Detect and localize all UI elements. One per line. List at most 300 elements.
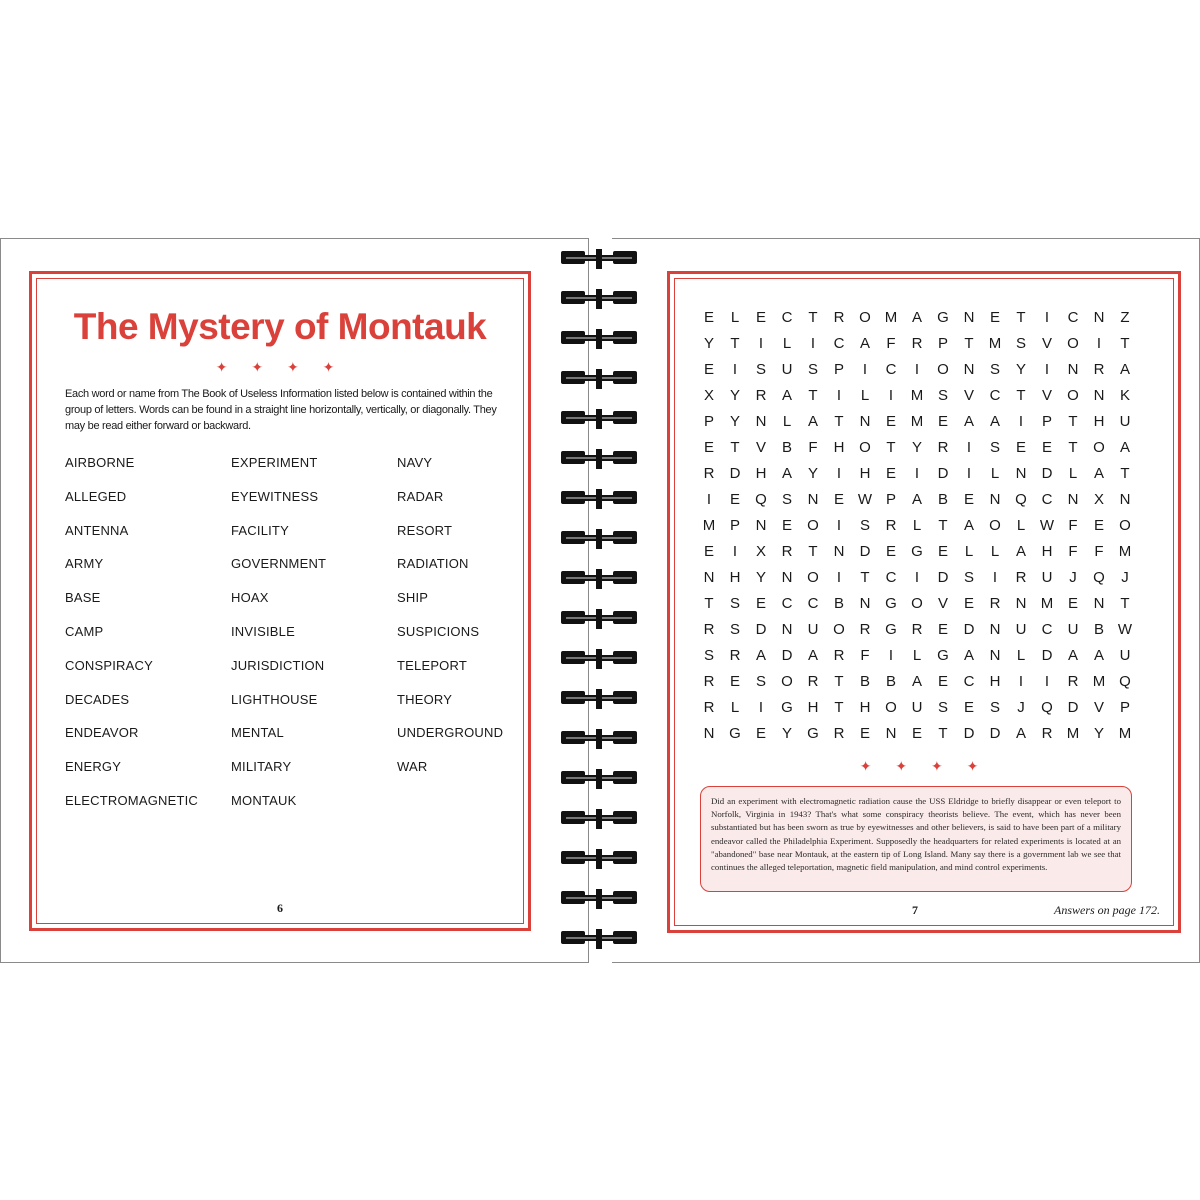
spiral-ring bbox=[560, 608, 638, 630]
grid-letter: T bbox=[1120, 334, 1130, 352]
grid-letter: A bbox=[911, 490, 922, 508]
grid-letter: M bbox=[1118, 542, 1132, 560]
grid-letter: S bbox=[781, 490, 792, 508]
grid-row bbox=[696, 616, 1156, 642]
grid-letter: I bbox=[862, 360, 868, 378]
grid-letter: I bbox=[1044, 360, 1050, 378]
grid-letter: N bbox=[859, 412, 871, 430]
grid-letter: E bbox=[937, 620, 948, 638]
grid-letter: M bbox=[910, 386, 924, 404]
grid-letter: A bbox=[963, 646, 974, 664]
grid-letter: Q bbox=[1093, 568, 1105, 586]
grid-letter: F bbox=[808, 438, 818, 456]
spiral-ring bbox=[560, 488, 638, 510]
grid-letter: Y bbox=[781, 724, 792, 742]
grid-letter: N bbox=[781, 620, 793, 638]
grid-letter: C bbox=[807, 594, 819, 612]
spiral-ring bbox=[560, 808, 638, 830]
grid-letter: N bbox=[885, 724, 897, 742]
grid-letter: T bbox=[730, 438, 740, 456]
grid-letter: B bbox=[859, 672, 870, 690]
grid-letter: A bbox=[807, 646, 818, 664]
grid-letter: E bbox=[911, 724, 922, 742]
grid-letter: R bbox=[807, 672, 819, 690]
word-list-item: RADAR bbox=[397, 488, 444, 504]
grid-letter: T bbox=[886, 438, 896, 456]
grid-letter: P bbox=[1041, 412, 1052, 430]
grid-letter: F bbox=[860, 646, 870, 664]
page-number: 6 bbox=[277, 901, 283, 915]
grid-letter: M bbox=[1040, 594, 1054, 612]
grid-letter: N bbox=[989, 620, 1001, 638]
grid-letter: K bbox=[1119, 386, 1130, 404]
grid-letter: G bbox=[885, 594, 897, 612]
grid-letter: S bbox=[989, 698, 1000, 716]
spiral-ring bbox=[560, 288, 638, 310]
grid-letter: V bbox=[1041, 334, 1052, 352]
grid-row bbox=[696, 434, 1156, 460]
word-list-item: INVISIBLE bbox=[231, 623, 295, 639]
grid-letter: O bbox=[911, 594, 923, 612]
grid-letter: M bbox=[1092, 672, 1106, 690]
grid-letter: O bbox=[937, 360, 949, 378]
grid-letter: V bbox=[1093, 698, 1104, 716]
page-number: 7 bbox=[912, 903, 918, 917]
grid-letter: C bbox=[885, 568, 897, 586]
grid-letter: R bbox=[1041, 724, 1053, 742]
grid-letter: Q bbox=[1119, 672, 1131, 690]
grid-letter: H bbox=[989, 672, 1001, 690]
grid-letter: D bbox=[963, 724, 975, 742]
grid-letter: O bbox=[807, 568, 819, 586]
grid-letter: U bbox=[1119, 412, 1131, 430]
grid-letter: E bbox=[1067, 594, 1078, 612]
grid-letter: D bbox=[755, 620, 767, 638]
star-divider: ✦ ✦ ✦ ✦ bbox=[859, 758, 989, 774]
grid-letter: H bbox=[859, 464, 871, 482]
grid-row bbox=[696, 382, 1156, 408]
grid-letter: I bbox=[1044, 672, 1050, 690]
spiral-ring bbox=[560, 248, 638, 270]
spiral-ring bbox=[560, 768, 638, 790]
grid-letter: D bbox=[859, 542, 871, 560]
word-list-item: CONSPIRACY bbox=[65, 657, 153, 673]
grid-letter: S bbox=[755, 672, 766, 690]
grid-letter: S bbox=[937, 386, 948, 404]
grid-letter: E bbox=[703, 308, 714, 326]
grid-letter: A bbox=[781, 464, 792, 482]
grid-letter: W bbox=[1117, 620, 1133, 638]
grid-letter: N bbox=[859, 594, 871, 612]
grid-letter: P bbox=[1119, 698, 1130, 716]
grid-letter: D bbox=[729, 464, 741, 482]
grid-letter: Y bbox=[729, 412, 740, 430]
grid-letter: C bbox=[781, 308, 793, 326]
grid-letter: T bbox=[938, 724, 948, 742]
right-page-border bbox=[667, 271, 1181, 933]
grid-letter: L bbox=[1068, 464, 1078, 482]
grid-letter: T bbox=[964, 334, 974, 352]
grid-letter: I bbox=[810, 334, 816, 352]
spiral-ring bbox=[560, 648, 638, 670]
grid-row bbox=[696, 720, 1156, 746]
grid-letter: Z bbox=[1120, 308, 1130, 326]
grid-letter: S bbox=[963, 568, 974, 586]
grid-letter: R bbox=[885, 516, 897, 534]
grid-letter: I bbox=[836, 386, 842, 404]
left-page bbox=[0, 238, 588, 963]
grid-letter: T bbox=[808, 542, 818, 560]
grid-letter: L bbox=[730, 698, 740, 716]
grid-letter: E bbox=[703, 360, 714, 378]
right-page bbox=[612, 238, 1200, 963]
grid-letter: I bbox=[1044, 308, 1050, 326]
word-list-item: ENERGY bbox=[65, 759, 122, 775]
grid-letter: N bbox=[989, 490, 1001, 508]
grid-letter: R bbox=[703, 698, 715, 716]
grid-row bbox=[696, 590, 1156, 616]
grid-letter: E bbox=[963, 490, 974, 508]
grid-letter: E bbox=[885, 464, 896, 482]
grid-letter: J bbox=[1017, 698, 1025, 716]
grid-letter: Y bbox=[755, 568, 766, 586]
grid-letter: A bbox=[1015, 542, 1026, 560]
grid-letter: U bbox=[1067, 620, 1079, 638]
grid-row bbox=[696, 668, 1156, 694]
grid-letter: J bbox=[1069, 568, 1077, 586]
spiral-ring bbox=[560, 928, 638, 950]
grid-letter: T bbox=[808, 386, 818, 404]
grid-letter: N bbox=[1093, 386, 1105, 404]
grid-letter: G bbox=[937, 308, 949, 326]
grid-letter: N bbox=[703, 724, 715, 742]
word-list-item: AIRBORNE bbox=[65, 455, 135, 470]
grid-letter: Q bbox=[755, 490, 767, 508]
grid-row bbox=[696, 356, 1156, 382]
grid-letter: A bbox=[755, 646, 766, 664]
grid-letter: I bbox=[1018, 412, 1024, 430]
grid-letter: U bbox=[1119, 646, 1131, 664]
grid-letter: E bbox=[937, 672, 948, 690]
grid-letter: E bbox=[729, 672, 740, 690]
word-list-item: BASE bbox=[65, 590, 101, 606]
word-list-item: MILITARY bbox=[231, 759, 292, 775]
grid-letter: F bbox=[886, 334, 896, 352]
grid-letter: O bbox=[859, 438, 871, 456]
grid-letter: O bbox=[859, 308, 871, 326]
grid-letter: E bbox=[703, 438, 714, 456]
grid-letter: J bbox=[1121, 568, 1129, 586]
grid-letter: E bbox=[1015, 438, 1026, 456]
grid-letter: I bbox=[732, 542, 738, 560]
grid-letter: E bbox=[781, 516, 792, 534]
grid-letter: E bbox=[885, 542, 896, 560]
grid-letter: R bbox=[833, 724, 845, 742]
fact-box: Did an experiment with electromagnetic radiation cause the USS Eldridge to briefly disappear or even teleport to Norfolk, Virginia in 1943? That's what some conspiracy theorists believe. The event, which has never been substantiated but has been sworn as true by eyewitnesses and other believers, is said to have been part of a military endeavor called the Philadelphia Experiment. Supposedly the headquarters for related experiments is located at an "abandoned" base near Montauk, at the eastern tip of Long Island. Many say there is a government lab we see that continues the alleged teleportation, magnetic field manipulation, and mind control experiments. bbox=[700, 786, 1132, 892]
grid-letter: R bbox=[989, 594, 1001, 612]
grid-letter: E bbox=[833, 490, 844, 508]
grid-letter: I bbox=[966, 464, 972, 482]
grid-letter: N bbox=[1015, 464, 1027, 482]
grid-letter: E bbox=[703, 542, 714, 560]
grid-letter: H bbox=[729, 568, 741, 586]
grid-letter: L bbox=[1016, 646, 1026, 664]
grid-letter: T bbox=[834, 672, 844, 690]
grid-letter: G bbox=[911, 542, 923, 560]
word-list-item: ENDEAVOR bbox=[65, 725, 139, 741]
spiral-ring bbox=[560, 688, 638, 710]
grid-letter: I bbox=[914, 568, 920, 586]
grid-letter: N bbox=[1067, 360, 1079, 378]
grid-letter: I bbox=[888, 386, 894, 404]
grid-letter: R bbox=[911, 334, 923, 352]
grid-letter: E bbox=[755, 594, 766, 612]
word-list-item: LIGHTHOUSE bbox=[231, 691, 318, 707]
grid-letter: N bbox=[989, 646, 1001, 664]
word-list-item: ALLEGED bbox=[65, 488, 127, 504]
grid-letter: N bbox=[1093, 594, 1105, 612]
grid-letter: N bbox=[703, 568, 715, 586]
grid-letter: X bbox=[1093, 490, 1104, 508]
grid-letter: N bbox=[755, 516, 767, 534]
grid-letter: D bbox=[781, 646, 793, 664]
grid-letter: X bbox=[703, 386, 714, 404]
grid-row bbox=[696, 460, 1156, 486]
grid-letter: B bbox=[937, 490, 948, 508]
grid-letter: T bbox=[730, 334, 740, 352]
grid-letter: I bbox=[732, 360, 738, 378]
grid-row bbox=[696, 486, 1156, 512]
grid-letter: T bbox=[938, 516, 948, 534]
grid-letter: A bbox=[781, 386, 792, 404]
grid-letter: E bbox=[755, 724, 766, 742]
grid-letter: N bbox=[963, 360, 975, 378]
grid-letter: L bbox=[860, 386, 870, 404]
grid-letter: F bbox=[1094, 542, 1104, 560]
grid-letter: M bbox=[1118, 724, 1132, 742]
grid-letter: C bbox=[781, 594, 793, 612]
grid-letter: N bbox=[833, 542, 845, 560]
grid-letter: O bbox=[833, 620, 845, 638]
grid-letter: S bbox=[807, 360, 818, 378]
grid-letter: C bbox=[1041, 490, 1053, 508]
grid-letter: V bbox=[937, 594, 948, 612]
grid-letter: T bbox=[1016, 308, 1026, 326]
grid-letter: E bbox=[859, 724, 870, 742]
word-list-item: MONTAUK bbox=[231, 792, 297, 808]
grid-letter: O bbox=[1119, 516, 1131, 534]
word-list-item: FACILITY bbox=[231, 522, 289, 538]
grid-letter: C bbox=[989, 386, 1001, 404]
spiral-ring bbox=[560, 728, 638, 750]
grid-letter: N bbox=[781, 568, 793, 586]
grid-letter: A bbox=[963, 412, 974, 430]
grid-letter: I bbox=[966, 438, 972, 456]
word-list-item: HOAX bbox=[231, 590, 269, 606]
grid-letter: V bbox=[755, 438, 766, 456]
grid-letter: L bbox=[730, 308, 740, 326]
grid-letter: G bbox=[807, 724, 819, 742]
word-list-item: THEORY bbox=[397, 691, 453, 707]
grid-letter: L bbox=[964, 542, 974, 560]
grid-letter: R bbox=[703, 672, 715, 690]
grid-letter: G bbox=[781, 698, 793, 716]
grid-letter: E bbox=[885, 412, 896, 430]
grid-letter: I bbox=[836, 516, 842, 534]
spiral-ring bbox=[560, 848, 638, 870]
grid-letter: H bbox=[1041, 542, 1053, 560]
puzzle-title: The Mystery of Montauk bbox=[73, 306, 487, 347]
grid-letter: I bbox=[1018, 672, 1024, 690]
grid-letter: Y bbox=[911, 438, 922, 456]
grid-letter: M bbox=[988, 334, 1002, 352]
grid-letter: E bbox=[1093, 516, 1104, 534]
grid-letter: T bbox=[1120, 464, 1130, 482]
grid-letter: D bbox=[937, 568, 949, 586]
grid-letter: E bbox=[729, 490, 740, 508]
grid-letter: B bbox=[1093, 620, 1104, 638]
left-page-border bbox=[29, 271, 531, 931]
grid-letter: I bbox=[914, 360, 920, 378]
grid-letter: S bbox=[859, 516, 870, 534]
grid-letter: R bbox=[859, 620, 871, 638]
word-list-item: EXPERIMENT bbox=[231, 455, 318, 470]
grid-row bbox=[696, 512, 1156, 538]
spiral-ring bbox=[560, 528, 638, 550]
grid-letter: A bbox=[1067, 646, 1078, 664]
instructions-text: Each word or name from The Book of Useless Information listed below is contained within the group of letters. Words can be found in a straight line horizontally, vertically, or diagonally. They may be read either forward or backward. bbox=[65, 388, 497, 432]
grid-letter: N bbox=[1119, 490, 1131, 508]
grid-letter: N bbox=[755, 412, 767, 430]
grid-letter: O bbox=[885, 698, 897, 716]
grid-letter: P bbox=[703, 412, 714, 430]
grid-row bbox=[696, 564, 1156, 590]
grid-letter: R bbox=[755, 386, 767, 404]
grid-letter: N bbox=[1015, 594, 1027, 612]
grid-letter: R bbox=[703, 464, 715, 482]
grid-letter: I bbox=[836, 568, 842, 586]
grid-letter: S bbox=[937, 698, 948, 716]
grid-row bbox=[696, 330, 1156, 356]
grid-letter: O bbox=[1093, 438, 1105, 456]
word-list-item: ANTENNA bbox=[65, 522, 129, 538]
word-list-item: DECADES bbox=[65, 691, 130, 707]
grid-letter: Y bbox=[1015, 360, 1026, 378]
spiral-ring bbox=[560, 368, 638, 390]
grid-letter: H bbox=[807, 698, 819, 716]
grid-letter: I bbox=[888, 646, 894, 664]
word-list-item: SUSPICIONS bbox=[397, 623, 480, 639]
grid-letter: G bbox=[885, 620, 897, 638]
grid-letter: A bbox=[989, 412, 1000, 430]
word-list bbox=[65, 454, 535, 826]
grid-letter: E bbox=[937, 542, 948, 560]
grid-letter: R bbox=[1093, 360, 1105, 378]
grid-letter: R bbox=[833, 308, 845, 326]
grid-letter: A bbox=[1119, 360, 1130, 378]
grid-letter: A bbox=[1093, 464, 1104, 482]
grid-letter: O bbox=[1067, 334, 1079, 352]
grid-letter: U bbox=[1041, 568, 1053, 586]
grid-letter: A bbox=[1119, 438, 1130, 456]
grid-letter: A bbox=[859, 334, 870, 352]
grid-letter: A bbox=[1093, 646, 1104, 664]
grid-letter: N bbox=[1067, 490, 1079, 508]
spiral-binding bbox=[560, 248, 640, 968]
spiral-ring bbox=[560, 888, 638, 910]
word-list-item: RADIATION bbox=[397, 556, 469, 572]
grid-letter: C bbox=[885, 360, 897, 378]
grid-letter: D bbox=[1041, 464, 1053, 482]
word-list-item: ARMY bbox=[65, 556, 104, 572]
grid-letter: C bbox=[833, 334, 845, 352]
grid-letter: S bbox=[755, 360, 766, 378]
grid-letter: M bbox=[884, 308, 898, 326]
grid-letter: D bbox=[963, 620, 975, 638]
grid-letter: E bbox=[755, 308, 766, 326]
grid-letter: E bbox=[963, 594, 974, 612]
grid-row bbox=[696, 538, 1156, 564]
grid-letter: L bbox=[782, 334, 792, 352]
grid-letter: R bbox=[833, 646, 845, 664]
grid-letter: N bbox=[963, 308, 975, 326]
grid-letter: U bbox=[911, 698, 923, 716]
word-list-item: MENTAL bbox=[231, 725, 284, 741]
grid-letter: U bbox=[781, 360, 793, 378]
grid-letter: N bbox=[807, 490, 819, 508]
grid-letter: T bbox=[1068, 438, 1078, 456]
grid-letter: P bbox=[729, 516, 740, 534]
grid-letter: I bbox=[1096, 334, 1102, 352]
grid-letter: E bbox=[963, 698, 974, 716]
word-list-item: TELEPORT bbox=[397, 657, 467, 673]
grid-letter: P bbox=[937, 334, 948, 352]
grid-letter: P bbox=[833, 360, 844, 378]
grid-letter: E bbox=[937, 412, 948, 430]
grid-letter: S bbox=[729, 594, 740, 612]
grid-letter: W bbox=[1039, 516, 1055, 534]
grid-letter: N bbox=[1093, 308, 1105, 326]
grid-letter: A bbox=[911, 308, 922, 326]
grid-letter: R bbox=[729, 646, 741, 664]
grid-letter: X bbox=[755, 542, 766, 560]
answers-note: Answers on page 172. bbox=[1054, 903, 1160, 917]
grid-letter: B bbox=[885, 672, 896, 690]
grid-letter: L bbox=[1016, 516, 1026, 534]
grid-letter: R bbox=[937, 438, 949, 456]
grid-letter: T bbox=[1068, 412, 1078, 430]
word-list-item: UNDERGROUND bbox=[397, 725, 504, 741]
grid-letter: B bbox=[833, 594, 844, 612]
grid-letter: S bbox=[989, 438, 1000, 456]
grid-letter: T bbox=[834, 412, 844, 430]
grid-letter: R bbox=[911, 620, 923, 638]
grid-letter: A bbox=[807, 412, 818, 430]
grid-letter: T bbox=[834, 698, 844, 716]
grid-letter: D bbox=[1041, 646, 1053, 664]
grid-letter: C bbox=[1067, 308, 1079, 326]
grid-letter: L bbox=[912, 646, 922, 664]
grid-letter: V bbox=[1041, 386, 1052, 404]
grid-letter: A bbox=[963, 516, 974, 534]
grid-letter: S bbox=[1015, 334, 1026, 352]
grid-letter: U bbox=[807, 620, 819, 638]
grid-letter: O bbox=[781, 672, 793, 690]
grid-letter: C bbox=[963, 672, 975, 690]
grid-letter: L bbox=[782, 412, 792, 430]
word-list-item: ELECTROMAGNETIC bbox=[65, 792, 199, 808]
grid-letter: T bbox=[808, 308, 818, 326]
